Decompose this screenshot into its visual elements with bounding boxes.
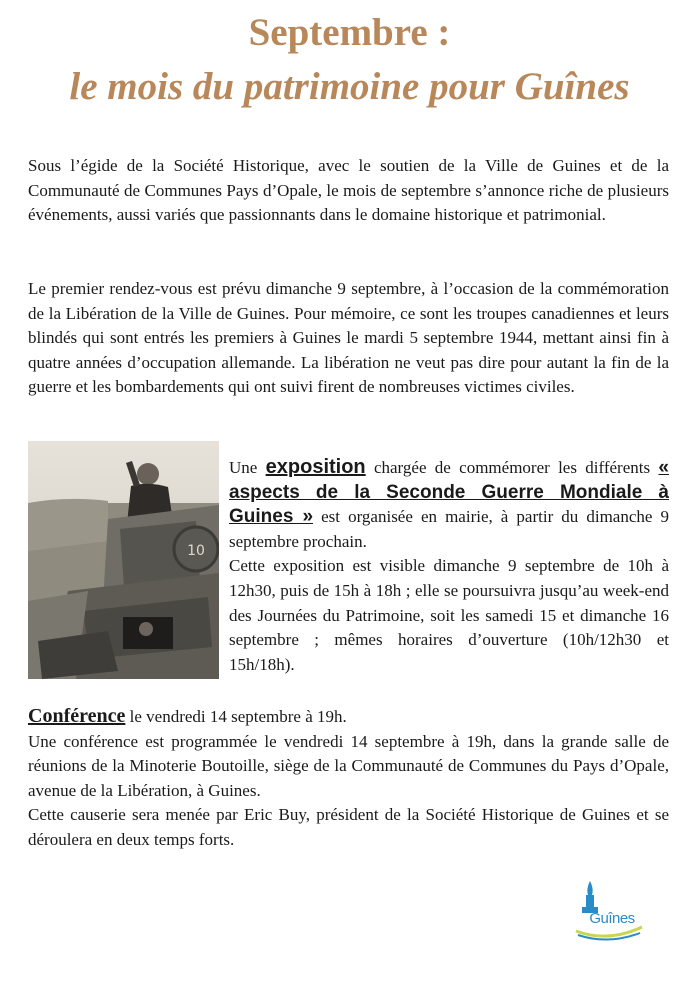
intro-paragraph-1: Sous l’égide de la Société Historique, avec le soutien de la Ville de Guines et de la Communauté de Communes Pays d’Opale, le mois de septembre s’annonce riche de plusieurs événements, aussi variés que passionnants dans le domaine historique et patrimonial. bbox=[28, 156, 669, 225]
page-title: Septembre : bbox=[248, 11, 451, 54]
tank-photo-illustration bbox=[28, 441, 219, 679]
exposition-theme: « aspects de la Seconde Guerre Mondiale à Guines » bbox=[229, 457, 669, 528]
logo-text: Guînes bbox=[589, 910, 635, 927]
conference-paragraph bbox=[28, 704, 669, 853]
exposition-keyword: exposition bbox=[265, 456, 366, 478]
tank-number: 10 bbox=[187, 543, 205, 559]
page-subtitle: le mois du patrimoine pour Guînes bbox=[69, 65, 630, 108]
intro-paragraph-2: Le premier rendez-vous est prévu dimanche 9 septembre, à l’occasion de la commémoration de la Libération de la Ville de Guines. Pour mémoire, ce sont les troupes canadiennes et leurs blindés qui sont entrés les premiers à Guines le mardi 5 septembre 1944, mettant ainsi fin à quatre années d’occupation allemande. La libération ne veut pas dire pour autant la fin de la guerre et les bombardements qui ont suivi firent de nombreuses victimes civiles. bbox=[28, 279, 669, 397]
exposition-details: Cette exposition est visible dimanche 9 septembre de 10h à 12h30, puis de 15h à 18h ; elle se poursuivra jusqu’au week-end des Journées du Patrimoine, soit les samedi 15 et dimanche 16 septembre ; mêmes horaires d’ouverture (10h/12h30 et 15h/18h). bbox=[229, 556, 669, 674]
guines-logo bbox=[572, 877, 644, 945]
conference-keyword: Conférence bbox=[28, 705, 126, 727]
exposition-lead: Une bbox=[229, 458, 266, 477]
conference-description: Une conférence est programmée le vendredi 14 septembre à 19h, dans la grande salle de réunions de la Minoterie Boutoille, siège de la Communauté de Communes du Pays d’Opale, avenue de la Libération, à Guines. bbox=[28, 731, 669, 800]
conference-date: le vendredi 14 septembre à 19h. bbox=[125, 707, 347, 726]
exposition-rest: est organisée en mairie, à partir du dimanche 9 septembre prochain. bbox=[229, 507, 669, 551]
exposition-paragraph bbox=[229, 455, 669, 677]
liberation-photo bbox=[28, 441, 219, 679]
exposition-mid: chargée de commémorer les différents bbox=[365, 458, 659, 477]
conference-speaker: Cette causerie sera menée par Eric Buy, président de la Société Historique de Guines et se déroulera en deux temps forts. bbox=[28, 805, 669, 849]
